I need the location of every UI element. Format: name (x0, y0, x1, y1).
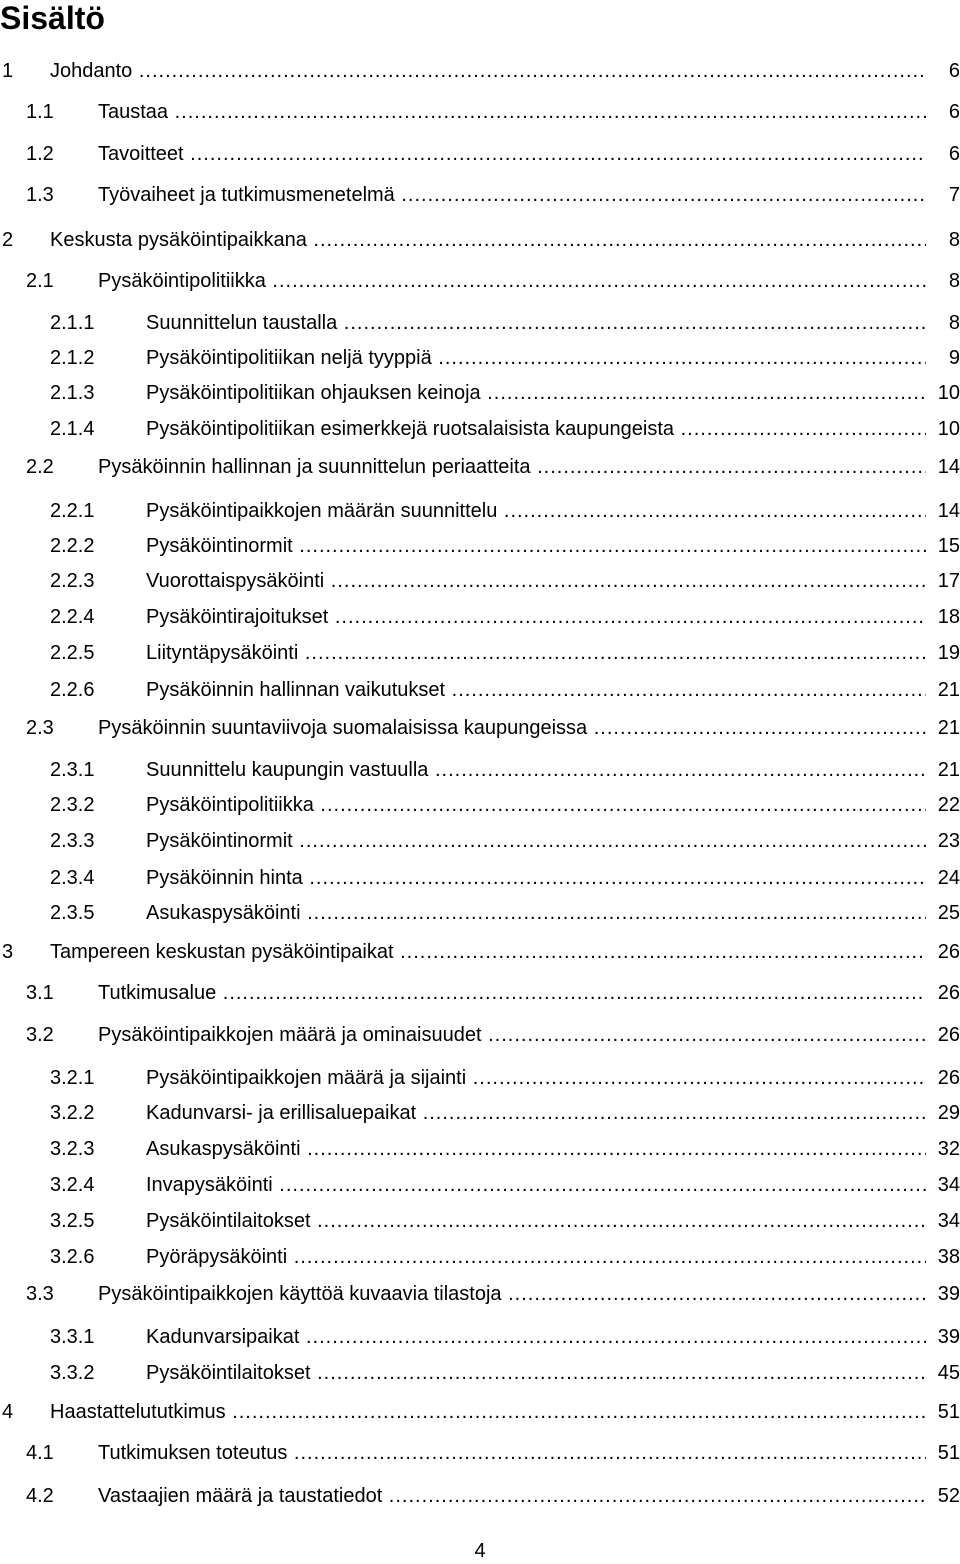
toc-entry-number: 2.1.4 (50, 418, 95, 440)
toc-entry-label: Pysäköinnin hallinnan vaikutukset ..... (146, 675, 926, 705)
toc-entry-label: Asukaspysäköinti ..... (146, 898, 926, 928)
toc-entry-number: 2.3.2 (50, 794, 95, 816)
toc-entry-number: 1.1 (26, 101, 54, 123)
toc-entry[interactable] (0, 826, 960, 856)
toc-entry-page: 14 (926, 496, 960, 526)
toc-entry-number: 2.2 (26, 456, 54, 478)
toc-entry-label: Pysäköinnin hallinnan ja suunnittelun periaatteita ..... (98, 452, 926, 482)
toc-entry[interactable] (0, 1170, 960, 1200)
toc-entry-page: 25 (926, 898, 960, 928)
toc-entry-page: 21 (926, 675, 960, 705)
toc-entry-page: 26 (926, 1063, 960, 1093)
toc-entry-page: 6 (926, 139, 960, 169)
toc-entry-number: 2.2.2 (50, 535, 95, 557)
toc-entry[interactable] (0, 863, 960, 893)
toc-entry-label: Pysäköintipolitiikan ohjauksen keinoja ..... (146, 378, 926, 408)
toc-entry-label: Pysäköintipaikkojen määrä ja ominaisuudet ..... (98, 1020, 926, 1050)
toc-entry-label: Tavoitteet ..... (98, 139, 926, 169)
toc-entry-label: Pysäköintinormit ..... (146, 826, 926, 856)
toc-entry-label: Pysäköintipaikkojen määrä ja sijainti ..... (146, 1063, 926, 1093)
toc-entry-number: 3.2.1 (50, 1067, 95, 1089)
toc-entry-number: 2.2.3 (50, 570, 95, 592)
toc-entry[interactable] (0, 139, 960, 169)
toc-entry[interactable] (0, 452, 960, 482)
toc-entry-number: 3.2.4 (50, 1174, 95, 1196)
toc-entry-page: 18 (926, 602, 960, 632)
toc-entry-number: 2.1 (26, 270, 54, 292)
toc-entry-label: Pysäköinnin hinta ..... (146, 863, 926, 893)
toc-entry-number: 4.1 (26, 1442, 54, 1464)
toc-entry-number: 2.1.1 (50, 312, 95, 334)
toc-entry-label: Pysäköintilaitokset ..... (146, 1358, 926, 1388)
toc-entry-number: 1 (2, 60, 14, 82)
toc-entry[interactable] (0, 638, 960, 668)
toc-entry[interactable] (0, 898, 960, 928)
toc-entry[interactable] (0, 978, 960, 1008)
toc-entry[interactable] (0, 1397, 960, 1427)
toc-entry[interactable] (0, 1206, 960, 1236)
toc-entry[interactable] (0, 266, 960, 296)
toc-entry-page: 52 (926, 1481, 960, 1511)
toc-entry-page: 24 (926, 863, 960, 893)
toc-entry-page: 38 (926, 1242, 960, 1272)
toc-entry[interactable] (0, 566, 960, 596)
toc-entry-label: Pysäköintipolitiikka ..... (98, 266, 926, 296)
toc-entry-page: 23 (926, 826, 960, 856)
toc-entry-label: Suunnittelun taustalla ..... (146, 308, 926, 338)
toc-entry-page: 15 (926, 531, 960, 561)
toc-entry[interactable] (0, 602, 960, 632)
toc-entry-page: 10 (926, 378, 960, 408)
toc-entry[interactable] (0, 1322, 960, 1352)
toc-entry-page: 8 (926, 266, 960, 296)
toc-entry-page: 22 (926, 790, 960, 820)
toc-entry-page: 26 (926, 937, 960, 967)
toc-entry-page: 8 (926, 225, 960, 255)
toc-entry-page: 26 (926, 1020, 960, 1050)
toc-entry-number: 2.2.6 (50, 679, 95, 701)
toc-entry-number: 2.3 (26, 717, 54, 739)
toc-entry-label: Vastaajien määrä ja taustatiedot ..... (98, 1481, 926, 1511)
toc-entry-number: 3.2.3 (50, 1138, 95, 1160)
toc-entry-number: 1.3 (26, 184, 54, 206)
toc-entry-label: Keskusta pysäköintipaikkana ..... (50, 225, 926, 255)
toc-entry[interactable] (0, 531, 960, 561)
toc-entry-page: 6 (926, 56, 960, 86)
toc-entry-number: 2 (2, 229, 14, 251)
toc-entry-label: Tutkimusalue ..... (98, 978, 926, 1008)
toc-entry-page: 19 (926, 638, 960, 668)
toc-entry-number: 4.2 (26, 1485, 54, 1507)
toc-entry[interactable] (0, 308, 960, 338)
toc-entry-page: 21 (926, 755, 960, 785)
toc-entry[interactable] (0, 713, 960, 743)
toc-entry-number: 2.2.5 (50, 642, 95, 664)
toc-entry[interactable] (0, 1063, 960, 1093)
toc-entry[interactable] (0, 790, 960, 820)
toc-entry-label: Työvaiheet ja tutkimusmenetelmä ..... (98, 180, 926, 210)
toc-entry[interactable] (0, 225, 960, 255)
toc-entry-page: 8 (926, 308, 960, 338)
toc-entry-number: 3.2 (26, 1024, 54, 1046)
toc-entry-page: 6 (926, 97, 960, 127)
toc-entry-label: Pysäköintilaitokset ..... (146, 1206, 926, 1236)
toc-entry-label: Suunnittelu kaupungin vastuulla ..... (146, 755, 926, 785)
toc-entry-label: Asukaspysäköinti ..... (146, 1134, 926, 1164)
toc-entry-number: 2.3.3 (50, 830, 95, 852)
toc-entry-number: 3.3.2 (50, 1362, 95, 1384)
toc-entry-number: 2.1.2 (50, 347, 95, 369)
toc-entry-page: 39 (926, 1322, 960, 1352)
toc-entry-number: 4 (2, 1401, 14, 1423)
toc-entry-label: Tampereen keskustan pysäköintipaikat ..... (50, 937, 926, 967)
toc-entry-number: 3.1 (26, 982, 54, 1004)
toc-entry-label: Liityntäpysäköinti ..... (146, 638, 926, 668)
toc-entry-label: Pysäköintirajoitukset ..... (146, 602, 926, 632)
toc-entry-page: 21 (926, 713, 960, 743)
toc-entry[interactable] (0, 496, 960, 526)
toc-entry-label: Kadunvarsipaikat ..... (146, 1322, 926, 1352)
toc-entry-label: Pysäköintipaikkojen määrän suunnittelu ..... (146, 496, 926, 526)
toc-entry-page: 34 (926, 1170, 960, 1200)
toc-entry[interactable] (0, 1358, 960, 1388)
toc-entry-label: Vuorottaispysäköinti ..... (146, 566, 926, 596)
toc-entry[interactable] (0, 675, 960, 705)
toc-entry[interactable] (0, 56, 960, 86)
toc-entry-page: 32 (926, 1134, 960, 1164)
toc-entry-label: Pysäköintipolitiikan esimerkkejä ruotsalaisista kaupungeista ..... (146, 414, 926, 444)
toc-entry[interactable] (0, 180, 960, 210)
toc-entry-label: Invapysäköinti ..... (146, 1170, 926, 1200)
toc-entry-page: 9 (926, 343, 960, 373)
toc-entry-number: 1.2 (26, 143, 54, 165)
toc-entry-page: 10 (926, 414, 960, 444)
toc-entry-page: 14 (926, 452, 960, 482)
toc-entry[interactable] (0, 414, 960, 444)
toc-entry-number: 3.3 (26, 1283, 54, 1305)
toc-entry-number: 2.2.1 (50, 500, 95, 522)
toc-entry-label: Pysäköintipaikkojen käyttöä kuvaavia tilastoja ..... (98, 1279, 926, 1309)
toc-entry-label: Pysäköintipolitiikan neljä tyyppiä ..... (146, 343, 926, 373)
toc-entry[interactable] (0, 1279, 960, 1309)
toc-entry-label: Kadunvarsi- ja erillisaluepaikat ..... (146, 1098, 926, 1128)
toc-entry-label: Tutkimuksen toteutus ..... (98, 1438, 926, 1468)
toc-entry[interactable] (0, 343, 960, 373)
page-title: Sisältö (0, 0, 105, 36)
toc-entry-page: 39 (926, 1279, 960, 1309)
toc-entry-label: Pyöräpysäköinti ..... (146, 1242, 926, 1272)
toc-entry-number: 2.3.4 (50, 867, 95, 889)
toc-entry-page: 51 (926, 1397, 960, 1427)
toc-entry-page: 7 (926, 180, 960, 210)
toc-entry-page: 29 (926, 1098, 960, 1128)
toc-entry[interactable] (0, 1242, 960, 1272)
toc-entry-label: Johdanto ..... (50, 56, 926, 86)
toc-entry-number: 3.2.6 (50, 1246, 95, 1268)
toc-entry-label: Pysäköintipolitiikka ..... (146, 790, 926, 820)
toc-entry[interactable] (0, 1020, 960, 1050)
toc-entry[interactable] (0, 755, 960, 785)
toc-entry-label: Pysäköinnin suuntaviivoja suomalaisissa kaupungeissa ..... (98, 713, 926, 743)
toc-entry-label: Pysäköintinormit ..... (146, 531, 926, 561)
toc-entry[interactable] (0, 1098, 960, 1128)
toc-entry[interactable] (0, 97, 960, 127)
toc-entry[interactable] (0, 1438, 960, 1468)
toc-entry[interactable] (0, 937, 960, 967)
toc-entry-number: 2.3.1 (50, 759, 95, 781)
toc-entry-number: 3 (2, 941, 14, 963)
toc-entry-number: 2.3.5 (50, 902, 95, 924)
toc-entry-page: 26 (926, 978, 960, 1008)
page-number: 4 (474, 1540, 486, 1562)
toc-entry-label: Taustaa ..... (98, 97, 926, 127)
toc-entry-page: 45 (926, 1358, 960, 1388)
toc-entry-number: 3.2.2 (50, 1102, 95, 1124)
toc-entry[interactable] (0, 1134, 960, 1164)
toc-entry-number: 2.2.4 (50, 606, 95, 628)
toc-entry-label: Haastattelututkimus ..... (50, 1397, 926, 1427)
toc-entry[interactable] (0, 378, 960, 408)
toc-entry-page: 17 (926, 566, 960, 596)
toc-entry-page: 34 (926, 1206, 960, 1236)
toc-entry-number: 3.3.1 (50, 1326, 95, 1348)
toc-entry-number: 2.1.3 (50, 382, 95, 404)
toc-entry[interactable] (0, 1481, 960, 1511)
toc-entry-page: 51 (926, 1438, 960, 1468)
toc-entry-number: 3.2.5 (50, 1210, 95, 1232)
